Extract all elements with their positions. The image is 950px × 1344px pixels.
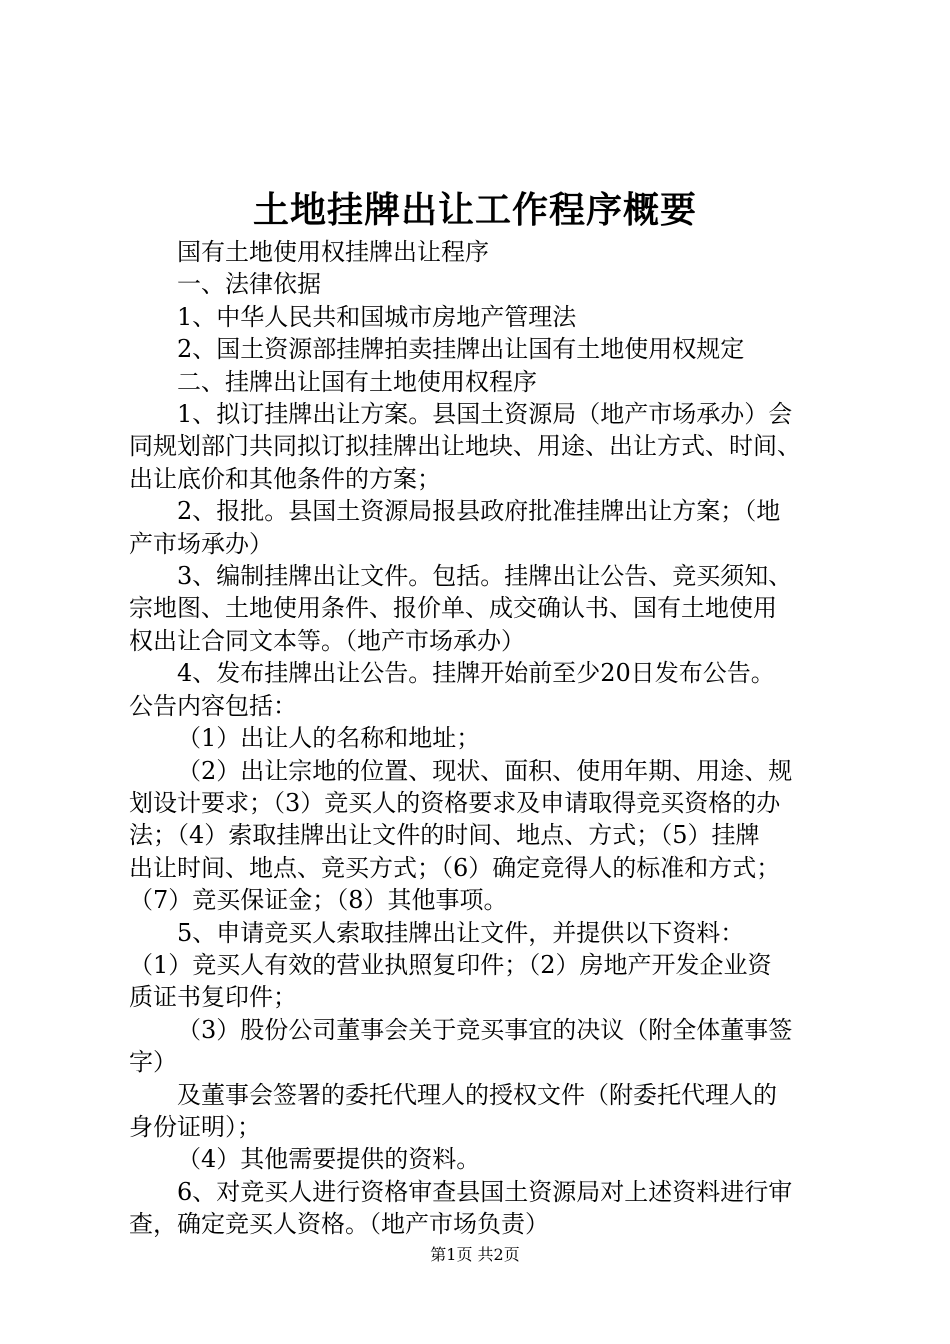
text-line: 2、报批。县国土资源局报县政府批准挂牌出让方案；（地 [177, 497, 781, 526]
text-line: 查，确定竞买人资格。（地产市场负责） [129, 1210, 549, 1239]
text-line: 质证书复印件； [129, 983, 297, 1012]
text-line: （7）竞买保证金；（8）其他事项。 [129, 886, 508, 915]
text-line: 国有土地使用权挂牌出让程序 [177, 238, 489, 266]
document-body [129, 236, 833, 1241]
text-line: 划设计要求；（3）竞买人的资格要求及申请取得竞买资格的办 [129, 788, 781, 817]
document-title: 土地挂牌出让工作程序概要 [252, 189, 697, 231]
page-footer: 第1页 共2页 [430, 1245, 520, 1264]
text-line: （1）出让人的名称和地址； [177, 724, 481, 753]
text-line: 5、申请竞买人索取挂牌出让文件，并提供以下资料： [177, 918, 745, 947]
text-line: 4、发布挂牌出让公告。挂牌开始前至少20日发布公告。 [177, 659, 775, 688]
text-line: 3、编制挂牌出让文件。包括。挂牌出让公告、竞买须知、 [177, 562, 793, 591]
text-line: 6、对竞买人进行资格审查县国土资源局对上述资料进行审 [177, 1177, 793, 1206]
text-line: （3）股份公司董事会关于竞买事宜的决议（附全体董事签 [177, 1015, 793, 1044]
text-line: 出让底价和其他条件的方案； [129, 464, 441, 493]
text-line: 同规划部门共同拟订拟挂牌出让地块、用途、出让方式、时间、 [129, 432, 801, 461]
text-line: 产市场承办） [129, 529, 273, 558]
text-line: 字） [129, 1048, 177, 1077]
text-line: （2）出让宗地的位置、现状、面积、使用年期、用途、规 [177, 756, 793, 785]
text-line: 出让时间、地点、竞买方式；（6）确定竞得人的标准和方式； [129, 853, 781, 882]
text-line: 1、中华人民共和国城市房地产管理法 [177, 302, 577, 331]
text-line: 一、法律依据 [177, 270, 321, 299]
text-line: 身份证明）； [129, 1112, 261, 1141]
text-line: 2、国土资源部挂牌拍卖挂牌出让国有土地使用权规定 [177, 335, 745, 364]
text-line: 法；（4）索取挂牌出让文件的时间、地点、方式；（5）挂牌 [129, 821, 760, 850]
text-line: 权出让合同文本等。（地产市场承办） [129, 626, 525, 655]
text-line: （4）其他需要提供的资料。 [177, 1145, 481, 1174]
text-line: 二、挂牌出让国有土地使用权程序 [177, 367, 537, 396]
text-line: 1、拟订挂牌出让方案。县国土资源局（地产市场承办）会 [177, 400, 793, 429]
text-line: 及董事会签署的委托代理人的授权文件（附委托代理人的 [177, 1080, 777, 1109]
text-line: 公告内容包括： [129, 691, 297, 720]
text-line: 宗地图、土地使用条件、报价单、成交确认书、国有土地使用 [129, 594, 777, 623]
text-line: （1）竞买人有效的营业执照复印件；（2）房地产开发企业资 [129, 950, 772, 979]
